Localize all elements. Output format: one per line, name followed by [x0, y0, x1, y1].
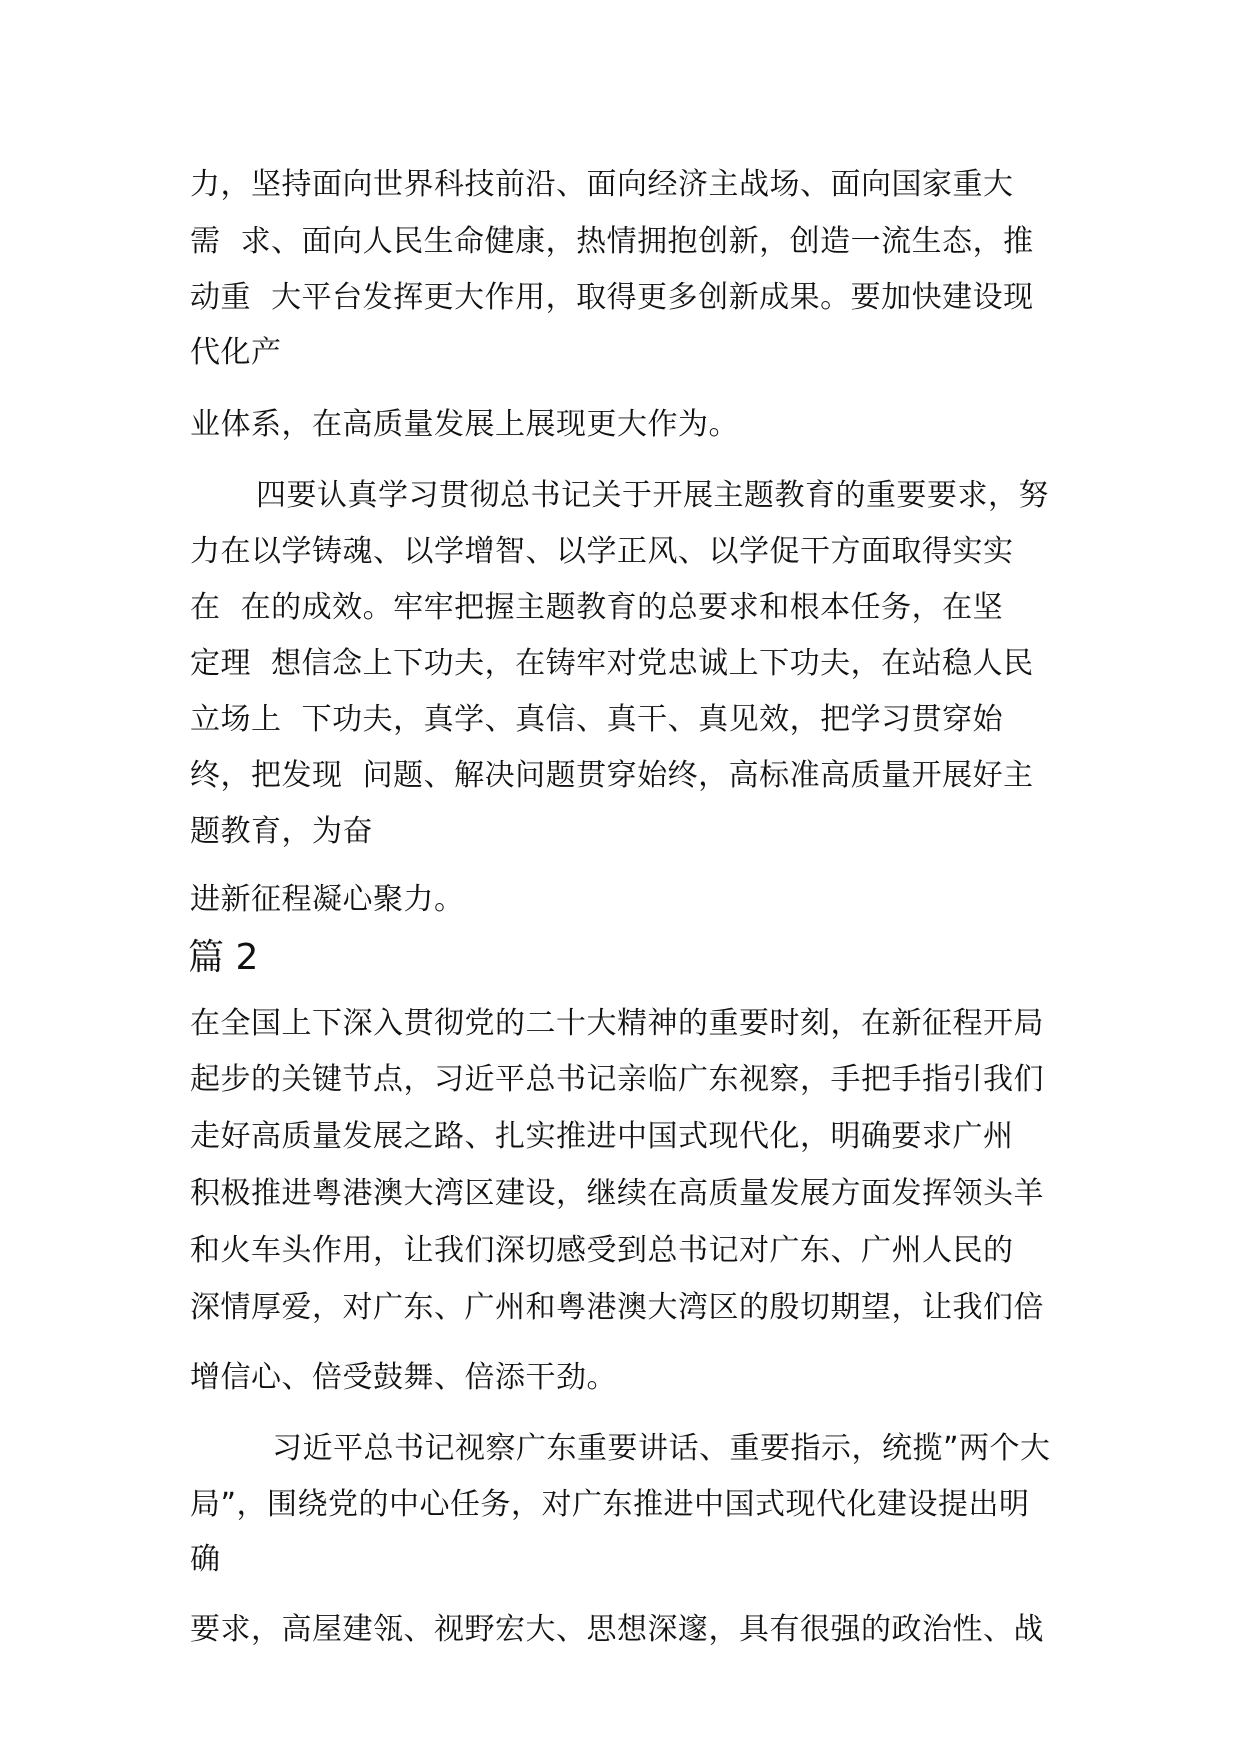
text-line: 进新征程凝心聚力。 — [190, 882, 465, 917]
text-line: 需 求、面向人民生命健康，热情拥抱创新，创造一流生态，推 — [190, 224, 1034, 259]
text-line: 增信心、倍受鼓舞、倍添干劲。 — [190, 1360, 617, 1395]
text-line: 力在以学铸魂、以学增智、以学正风、以学促干方面取得实实 — [190, 534, 1014, 569]
text-line: 在 在的成效。牢牢把握主题教育的总要求和根本任务，在坚 — [190, 590, 1004, 625]
text-line: 起步的关键节点，习近平总书记亲临广东视察，手把手指引我们 — [190, 1062, 1044, 1097]
text-line: 终，把发现 问题、解决问题贯穿始终，高标准高质量开展好主 — [190, 758, 1034, 793]
text-line: 确 — [190, 1542, 221, 1577]
text-line: 走好高质量发展之路、扎实推进中国式现代化，明确要求广州 — [190, 1119, 1014, 1154]
text-line: 要求，高屋建瓴、视野宏大、思想深邃，具有很强的政治性、战 — [190, 1612, 1044, 1647]
text-line: 力，坚持面向世界科技前沿、面向经济主战场、面向国家重大 — [190, 167, 1014, 202]
paragraph-start-line: 习近平总书记视察广东重要讲话、重要指示，统揽”两个大 — [272, 1431, 1051, 1466]
text-line: 局”，围绕党的中心任务，对广东推进中国式现代化建设提出明 — [190, 1487, 1030, 1522]
text-line: 积极推进粤港澳大湾区建设，继续在高质量发展方面发挥领头羊 — [190, 1176, 1044, 1211]
text-line: 和火车头作用，让我们深切感受到总书记对广东、广州人民的 — [190, 1233, 1014, 1268]
text-line: 深情厚爱，对广东、广州和粤港澳大湾区的殷切期望，让我们倍 — [190, 1290, 1044, 1325]
text-line: 代化产 — [190, 335, 282, 370]
text-line: 定理 想信念上下功夫，在铸牢对党忠诚上下功夫，在站稳人民 — [190, 646, 1034, 681]
text-line: 立场上 下功夫，真学、真信、真干、真见效，把学习贯穿始 — [190, 702, 1004, 737]
text-line: 在全国上下深入贯彻党的二十大精神的重要时刻，在新征程开局 — [190, 1006, 1044, 1041]
section-heading: 篇 2 — [188, 937, 259, 978]
text-line: 业体系，在高质量发展上展现更大作为。 — [190, 407, 739, 442]
text-line: 动重 大平台发挥更大作用，取得更多创新成果。要加快建设现 — [190, 280, 1034, 315]
paragraph-start-line: 四要认真学习贯彻总书记关于开展主题教育的重要要求，努 — [256, 478, 1049, 513]
text-line: 题教育，为奋 — [190, 814, 373, 849]
